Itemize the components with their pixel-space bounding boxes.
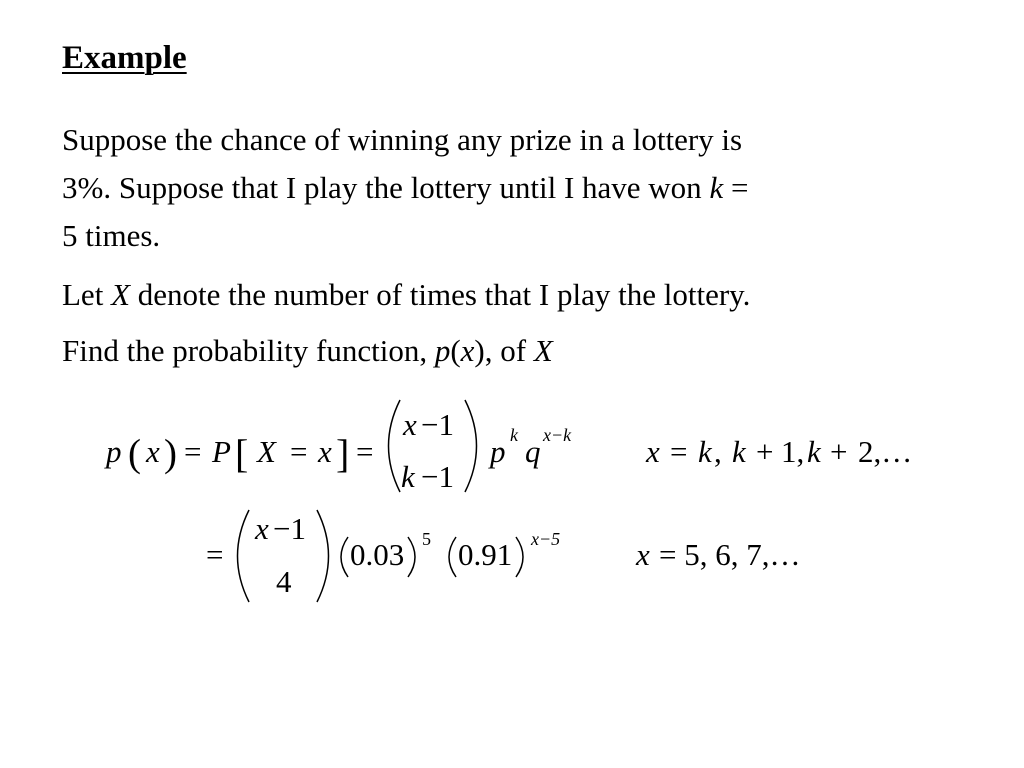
- eq2-binom-bottom: 4: [276, 564, 292, 599]
- eq1-domain-var: x: [646, 434, 660, 469]
- eq1-X: X: [257, 434, 276, 469]
- eq2-binom-right-paren: [317, 510, 329, 602]
- specific-pmf-equation: [206, 510, 800, 602]
- eq1-domain-one: 1,: [781, 434, 805, 469]
- eq1-rparen: ): [164, 432, 177, 475]
- eq1-equals-1: =: [184, 434, 202, 469]
- eq2-p-right-paren: [408, 537, 415, 577]
- eq2-q-left-paren: [449, 537, 456, 577]
- eq2-p-exponent: 5: [422, 529, 431, 549]
- eq1-q-base: q: [525, 434, 541, 469]
- eq2-p-value: 0.03: [350, 537, 405, 572]
- eq1-lbracket: [: [235, 431, 249, 476]
- problem-line-2-start: 3%. Suppose that I play the lottery until I have won: [62, 170, 710, 205]
- eq2-domain-var: x: [636, 537, 650, 572]
- problem-line-1: Suppose the chance of winning any prize in a lottery is: [62, 122, 743, 157]
- eq1-p: p: [106, 434, 122, 469]
- task-close: ), of: [474, 333, 534, 368]
- task-start: Find the probability function,: [62, 333, 435, 368]
- eq1-domain-k2: k: [732, 434, 746, 469]
- eq2-q-right-paren: [516, 537, 523, 577]
- eq1-pk-exponent: k: [510, 425, 518, 445]
- eq1-domain-end: 2,…: [858, 434, 913, 469]
- variable-k: k: [709, 170, 724, 205]
- eq1-domain-k3: k: [807, 434, 821, 469]
- problem-line-2-end: =: [723, 170, 749, 205]
- eq1-domain-k1: k: [698, 434, 712, 469]
- eq2-q-exponent: x−5: [531, 529, 561, 549]
- eq1-lparen: (: [128, 432, 141, 475]
- eq2-equals: =: [206, 537, 224, 572]
- eq1-domain-plus2: +: [830, 434, 848, 469]
- eq1-pk-base: p: [490, 434, 506, 469]
- eq1-equals-2: =: [290, 434, 308, 469]
- eq2-binom-top-rest: −1: [273, 511, 306, 546]
- eq2-binom-top-var: x: [255, 511, 269, 546]
- variable-X: X: [111, 277, 130, 312]
- eq1-binom-bottom-rest: −1: [421, 459, 454, 494]
- general-pmf-equation: [104, 400, 912, 494]
- slide-title: Example: [62, 40, 187, 76]
- eq1-equals-3: =: [356, 434, 374, 469]
- eq1-x: x: [146, 434, 160, 469]
- eq2-p-left-paren: [341, 537, 348, 577]
- task-X: X: [533, 333, 553, 368]
- eq1-q-exponent: x−k: [543, 425, 572, 445]
- definition-end: denote the number of times that I play the lottery.: [130, 277, 751, 312]
- eq2-binom-left-paren: [238, 510, 250, 602]
- eq1-P: P: [212, 434, 231, 469]
- eq1-rbracket: ]: [336, 431, 350, 476]
- eq1-binom-left-paren: [389, 400, 401, 492]
- task-p: p: [434, 333, 451, 368]
- task-open: (: [450, 333, 461, 368]
- eq1-domain-plus1: +: [756, 434, 774, 469]
- eq1-domain-comma: ,: [714, 434, 722, 469]
- eq2-domain-values: = 5, 6, 7,…: [659, 537, 801, 572]
- task-x: x: [460, 333, 475, 368]
- eq1-binom-top-rest: −1: [421, 407, 454, 442]
- eq1-binom-top-var: x: [403, 407, 417, 442]
- eq1-x2: x: [318, 434, 332, 469]
- definition-start: Let: [62, 277, 112, 312]
- eq1-binom-right-paren: [465, 400, 477, 492]
- eq1-domain-equals: =: [670, 434, 688, 469]
- eq1-binom-bottom-var: k: [401, 459, 415, 494]
- eq2-q-value: 0.91: [458, 537, 513, 572]
- problem-line-3: 5 times.: [62, 218, 161, 253]
